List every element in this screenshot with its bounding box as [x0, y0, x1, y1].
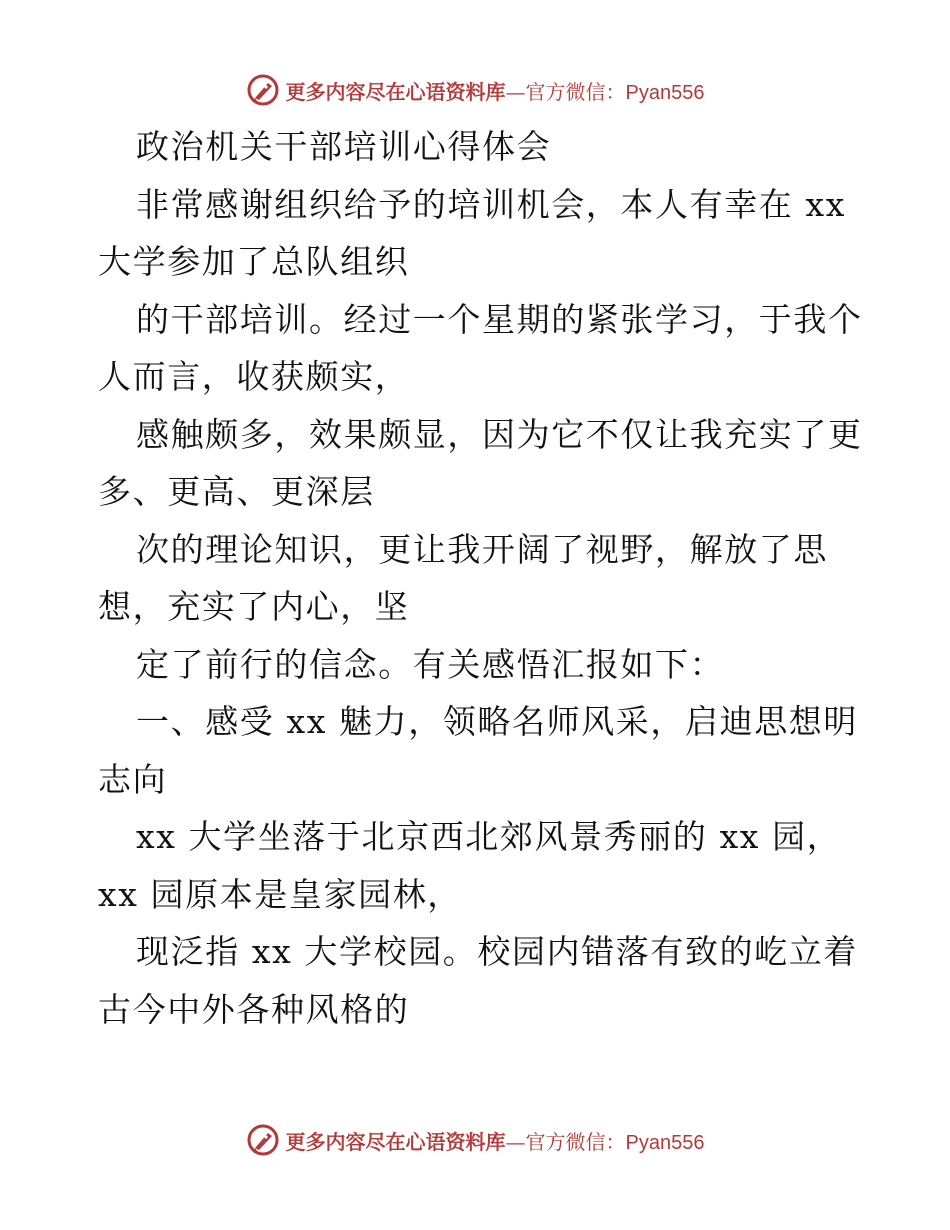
text-line: 定了前行的信念。有关感悟汇报如下： [136, 644, 725, 684]
header-watermark-name: 更多内容尽在心语资料库 [285, 79, 506, 104]
footer-watermark-separator: — [505, 1129, 526, 1154]
pen-nib-logo-icon [246, 1123, 280, 1157]
text-line: 大学参加了总队组织 [98, 242, 410, 281]
header-watermark-banner [0, 70, 950, 110]
header-watermark-official: 官方微信： [525, 79, 626, 104]
text-line: xx 大学坐落于北京西北郊风景秀丽的 xx 园， [136, 817, 842, 856]
text-line: 想，充实了内心，坚 [98, 587, 410, 626]
footer-watermark-banner [0, 1120, 950, 1160]
document-body [98, 118, 863, 1038]
text-line: 感触颇多，效果颇显，因为它不仅让我充实了更 [136, 414, 863, 454]
text-line: 人而言，收获颇实， [98, 357, 410, 396]
footer-watermark-contact: Pyan556 [625, 1131, 705, 1154]
pen-nib-logo-icon [246, 73, 280, 107]
footer-watermark-text [286, 1126, 705, 1155]
text-line: 多、更高、更深层 [98, 472, 375, 511]
text-line: 非常感谢组织给予的培训机会，本人有幸在 xx [136, 184, 846, 224]
text-line: 的干部培训。经过一个星期的紧张学习，于我个 [136, 299, 863, 339]
text-line: 古今中外各种风格的 [98, 989, 410, 1029]
text-line: 次的理论知识，更让我开阔了视野，解放了思 [136, 529, 828, 569]
header-watermark-separator: — [505, 79, 526, 104]
section-heading-continued: 志向 [98, 759, 168, 799]
footer-watermark-official: 官方微信： [525, 1129, 626, 1154]
section-heading: 一、感受 xx 魅力，领略名师风采，启迪思想明 [136, 702, 859, 741]
header-watermark-contact: Pyan556 [625, 81, 705, 104]
footer-watermark-name: 更多内容尽在心语资料库 [285, 1129, 506, 1154]
header-watermark-text [286, 76, 705, 105]
document-title: 政治机关干部培训心得体会 [136, 127, 552, 166]
text-line: xx 园原本是皇家园林， [98, 874, 462, 914]
text-line: 现泛指 xx 大学校园。校园内错落有致的屹立着 [136, 932, 859, 971]
